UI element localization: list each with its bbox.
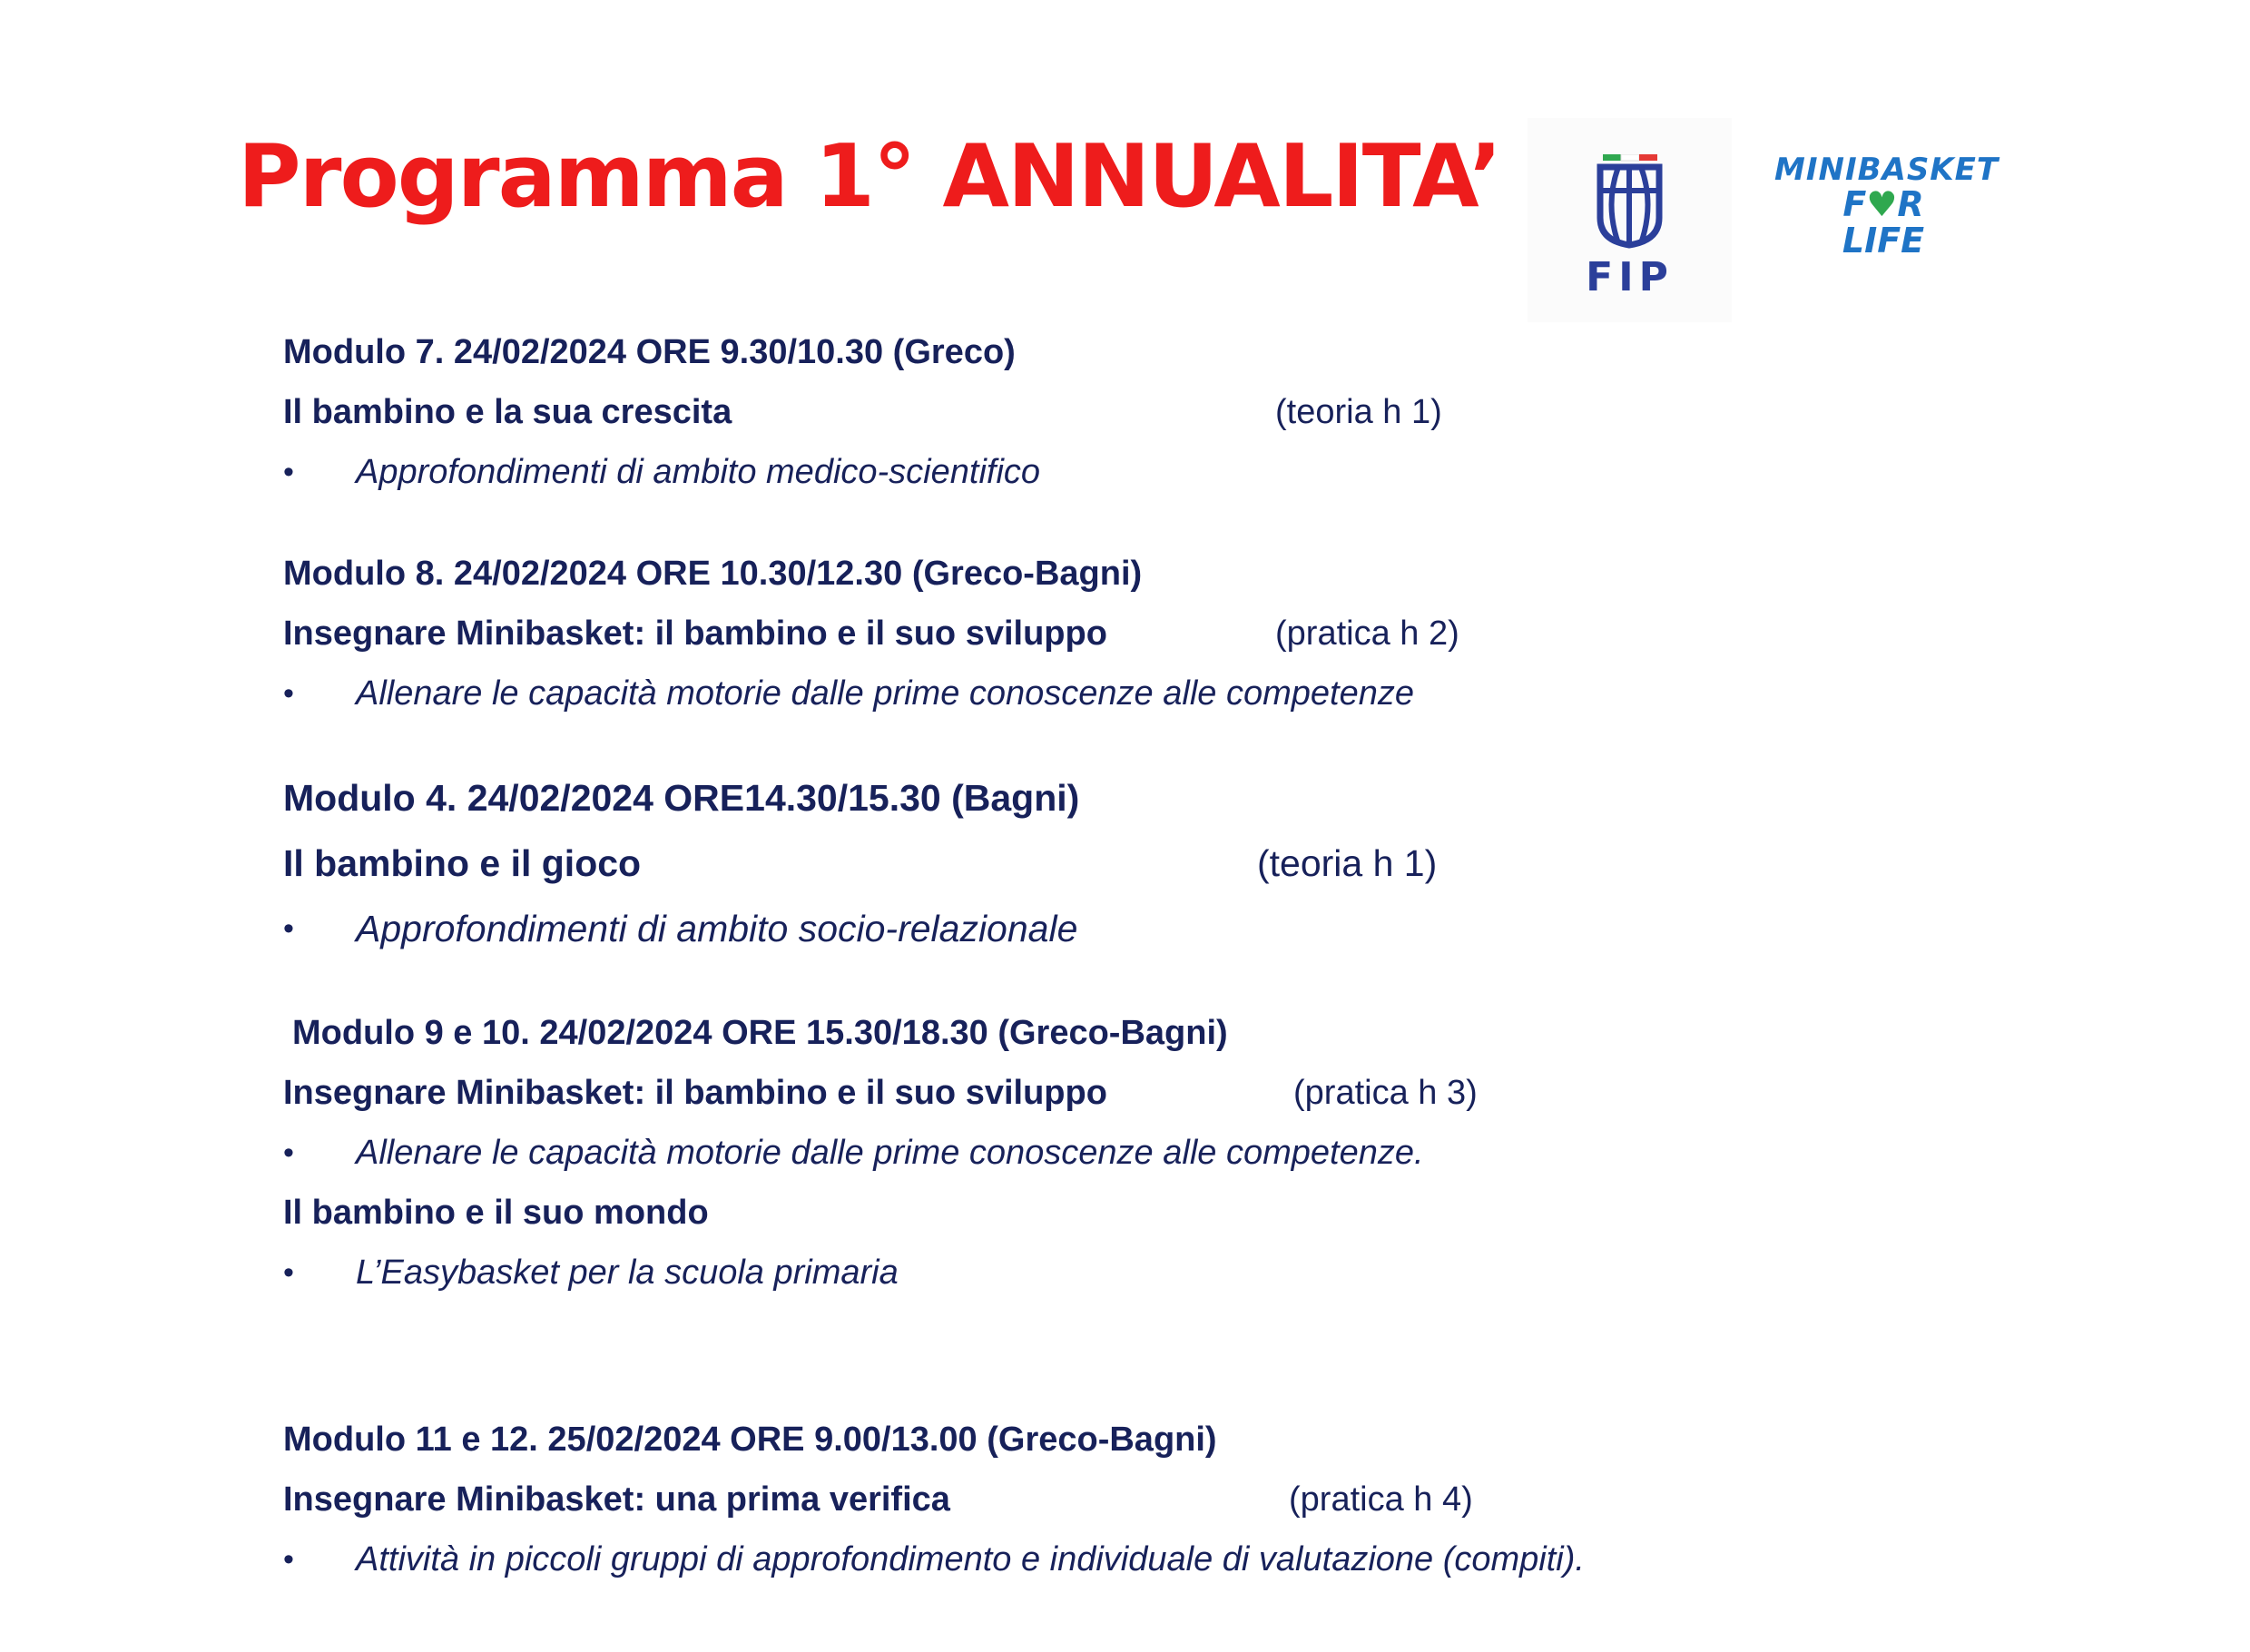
list-item-text: L’Easybasket per la scuola primaria	[356, 1254, 899, 1292]
module-subtitle-row	[283, 831, 1826, 896]
module-heading: Modulo 8. 24/02/2024 ORE 10.30/12.30 (Greco-Bagni)	[283, 555, 1143, 593]
module-tag: (teoria h 1)	[1257, 842, 1438, 884]
bullet-icon: •	[283, 1136, 294, 1170]
module-subtitle: Il bambino e il suo mondo	[283, 1194, 709, 1232]
fip-emblem-icon	[1577, 154, 1682, 250]
list-item	[283, 896, 1826, 961]
list-item	[283, 664, 1826, 723]
module-subtitle: Insegnare Minibasket: una prima verifica	[283, 1480, 950, 1519]
module-heading: Modulo 7. 24/02/2024 ORE 9.30/10.30 (Greco)	[283, 333, 1016, 371]
bullet-icon: •	[283, 676, 294, 711]
heart-icon: ♥	[1866, 183, 1898, 224]
page-title: Programma 1° ANNUALITA’	[238, 127, 1501, 227]
module-tag: (pratica h 2)	[1275, 615, 1459, 653]
module-subtitle-row	[283, 382, 1826, 442]
list-item-text: Approfondimenti di ambito socio-relazionale	[356, 908, 1078, 949]
list-item	[283, 1123, 1826, 1183]
module-subtitle: Il bambino e la sua crescita	[283, 393, 732, 431]
minibasket-logo-line1: MINIBASKET	[1774, 152, 1999, 188]
list-item	[283, 442, 1826, 502]
module-subtitle-row	[283, 1470, 1826, 1529]
bullet-icon: •	[283, 1542, 294, 1577]
module-subtitle: Il bambino e il gioco	[283, 842, 642, 884]
bullet-icon: •	[283, 455, 294, 489]
module-subtitle: Insegnare Minibasket: il bambino e il suo sviluppo	[283, 1074, 1107, 1112]
bullet-icon: •	[283, 911, 294, 946]
module-subtitle-row	[283, 1063, 1826, 1123]
list-item-text: Allenare le capacità motorie dalle prime conoscenze alle competenze	[356, 674, 1414, 713]
minibasket-logo-line2: F♥R	[1842, 183, 1924, 224]
minibasket-for-life-logo	[1774, 152, 1999, 261]
fip-logo	[1528, 118, 1732, 322]
list-item	[283, 1529, 1826, 1589]
module-heading: Modulo 4. 24/02/2024 ORE14.30/15.30 (Bagni)	[283, 777, 1080, 819]
module-heading: Modulo 11 e 12. 25/02/2024 ORE 9.00/13.00 (Greco-Bagni)	[283, 1421, 1217, 1459]
module-tag: (pratica h 4)	[1289, 1480, 1473, 1519]
minibasket-logo-line3: LIFE	[1842, 220, 1925, 261]
fip-logo-text: FIP	[1586, 254, 1674, 300]
module-subtitle: Insegnare Minibasket: il bambino e il suo sviluppo	[283, 615, 1107, 653]
list-item-text: Attività in piccoli gruppi di approfondimento e individuale di valutazione (compiti).	[356, 1540, 1585, 1578]
program-content	[283, 322, 1826, 1589]
module-tag: (pratica h 3)	[1293, 1074, 1478, 1112]
module-subtitle-row	[283, 604, 1826, 664]
list-item-text: Allenare le capacità motorie dalle prime conoscenze alle competenze.	[356, 1134, 1424, 1172]
module-tag: (teoria h 1)	[1275, 393, 1442, 431]
bullet-icon: •	[283, 1255, 294, 1290]
list-item	[283, 1243, 1826, 1303]
list-item-text: Approfondimenti di ambito medico-scientifico	[356, 453, 1041, 491]
module-heading: Modulo 9 e 10. 24/02/2024 ORE 15.30/18.30 (Greco-Bagni)	[292, 1014, 1228, 1052]
